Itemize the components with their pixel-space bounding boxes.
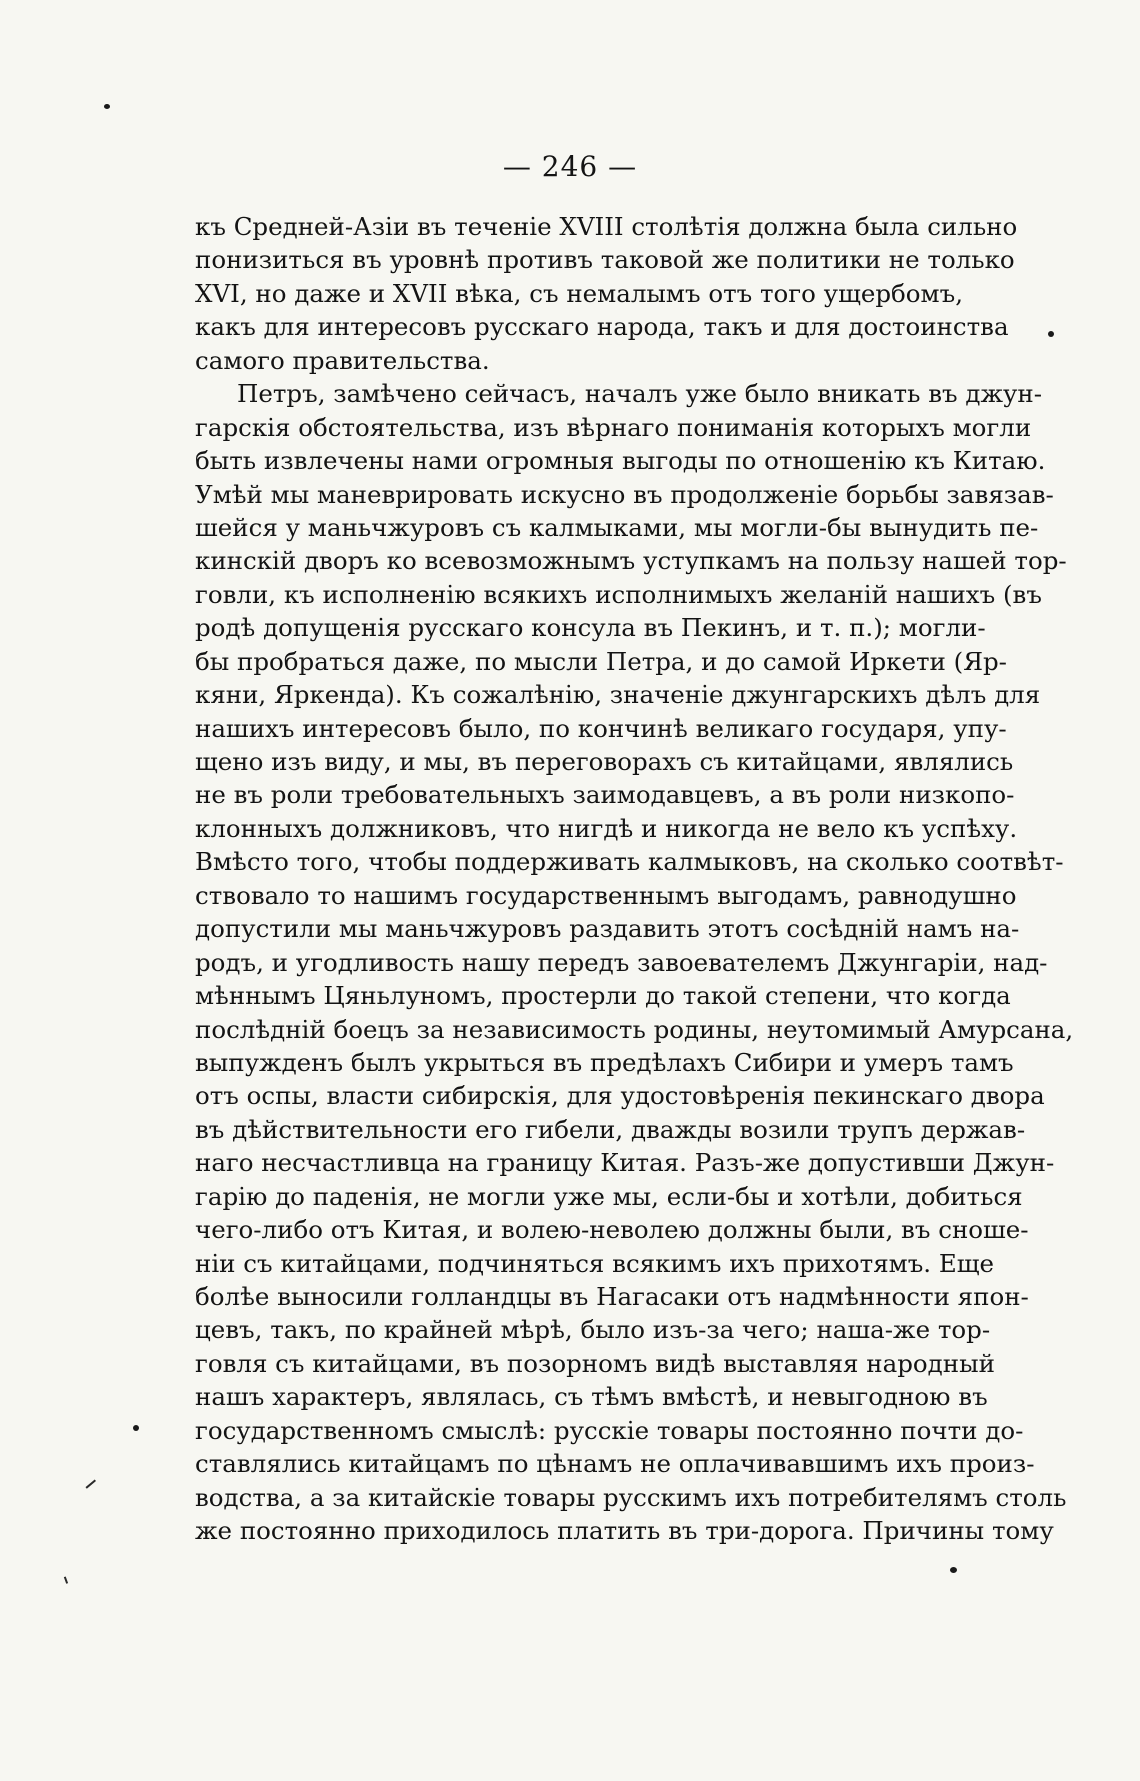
text-line: родѣ допущенія русскаго консула въ Пекинъ, и т. п.); могли- (195, 613, 986, 643)
text-line: цевъ, такъ, по крайней мѣрѣ, было изъ-за чего; наша-же тор- (195, 1315, 991, 1345)
text-line: болѣе выносили голландцы въ Нагасаки отъ надмѣнности япон- (195, 1282, 1029, 1311)
page-number: — 246 — (502, 150, 638, 183)
text-line: государственномъ смыслѣ: русскіе товары постоянно почти до- (195, 1415, 1024, 1445)
scratch-mark (86, 1479, 96, 1488)
text-line: щено изъ виду, и мы, въ переговорахъ съ китайцами, являлись (195, 747, 1014, 776)
text-line: ствовало то нашимъ государственнымъ выгодамъ, равнодушно (195, 880, 1017, 910)
text-line: кяни, Яркенда). Къ сожалѣнію, значеніе джунгарскихъ дѣлъ для (195, 680, 1041, 710)
text-line: говли, къ исполненію всякихъ исполнимыхъ желаній нашихъ (въ (195, 579, 1042, 609)
text-line: ніи съ китайцами, подчиняться всякимъ ихъ прихотямъ. Еще (195, 1248, 995, 1278)
text-line: къ Средней-Азіи въ теченіе XVIII столѣтія должна была сильно (195, 212, 1018, 241)
text-line: не въ роли требовательныхъ заимодавцевъ, а въ роли низкопо- (195, 780, 1015, 810)
paragraph-start-line: Петръ, замѣчено сейчасъ, началъ уже было вникать въ джун- (237, 379, 1043, 409)
text-line: водства, а за китайскіе товары русскимъ ихъ потребителямъ столь (195, 1482, 1067, 1512)
text-line: ставлялись китайцамъ по цѣнамъ не оплачивавшимъ ихъ произ- (195, 1449, 1035, 1479)
text-line: выпужденъ былъ укрыться въ предѣлахъ Сибири и умеръ тамъ (195, 1047, 1014, 1077)
text-line: гарію до паденія, не могли уже мы, если-бы и хотѣли, добиться (195, 1181, 1023, 1211)
ink-speck (950, 1567, 957, 1573)
body-text (195, 210, 1074, 1548)
ink-speck (104, 104, 110, 109)
text-line: Вмѣсто того, чтобы поддерживать калмыковъ, на сколько соотвѣт- (195, 847, 1064, 877)
text-line: быть извлечены нами огромныя выгоды по отношенію къ Китаю. (195, 446, 1046, 476)
text-line: бы пробраться даже, по мысли Петра, и до самой Иркети (Яр- (195, 646, 1007, 676)
text-line: самого правительства. (195, 345, 490, 375)
text-line: наго несчастливца на границу Китая. Разъ-же допустивши Джун- (195, 1148, 1055, 1178)
text-line: XVI, но даже и XVII вѣка, съ немалымъ отъ того ущербомъ, (195, 278, 963, 308)
text-line: отъ оспы, власти сибирскія, для удостовѣренія пекинскаго двора (195, 1081, 1045, 1111)
text-line: понизиться въ уровнѣ противъ таковой же политики не только (195, 245, 1015, 275)
text-line: послѣдній боецъ за независимость родины, неутомимый Амурсана, (195, 1014, 1074, 1044)
ink-speck (1048, 331, 1054, 337)
text-line: нашихъ интересовъ было, по кончинѣ великаго государя, упу- (195, 713, 1007, 743)
text-line: шейся у маньчжуровъ съ калмыками, мы могли-бы вынудить пе- (195, 512, 1039, 542)
text-line: Умѣй мы маневрировать искусно въ продолженіе борьбы завязав- (195, 479, 1054, 509)
text-line: нашъ характеръ, являлась, съ тѣмъ вмѣстѣ, и невыгодною въ (195, 1382, 988, 1412)
text-line: родъ, и угодливость нашу передъ завоевателемъ Джунгаріи, над- (195, 947, 1048, 977)
text-line: же постоянно приходилось платить въ три-дорога. Причины тому (195, 1516, 1054, 1546)
text-line: въ дѣйствительности его гибели, дважды возили трупъ держав- (195, 1114, 1026, 1144)
text-line: какъ для интересовъ русскаго народа, такъ и для достоинства (195, 312, 1009, 342)
ink-speck (133, 1425, 139, 1431)
text-line: мѣннымъ Цяньлуномъ, простерли до такой степени, что когда (195, 981, 1011, 1011)
text-line: говля съ китайцами, въ позорномъ видѣ выставляя народный (195, 1348, 995, 1378)
text-line: гарскія обстоятельства, изъ вѣрнаго пониманія которыхъ могли (195, 412, 1032, 442)
scratch-mark (64, 1576, 68, 1583)
text-line: чего-либо отъ Китая, и волею-неволею должны были, въ сноше- (195, 1215, 1029, 1245)
text-line: допустили мы маньчжуровъ раздавить этотъ сосѣдній намъ на- (195, 914, 1020, 944)
text-line: клонныхъ должниковъ, что нигдѣ и никогда не вело къ успѣху. (195, 813, 1018, 843)
text-line: кинскій дворъ ко всевозможнымъ уступкамъ на пользу нашей тор- (195, 546, 1067, 576)
